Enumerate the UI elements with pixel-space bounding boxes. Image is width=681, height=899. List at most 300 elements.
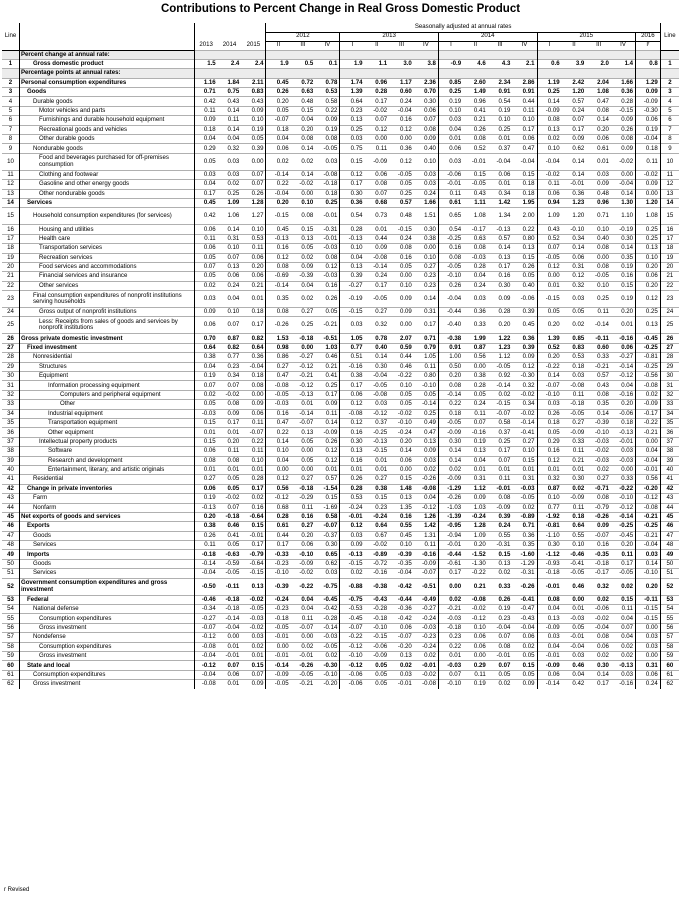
value-cell: -0.61	[438, 559, 463, 568]
row-label: Other services	[19, 281, 194, 290]
line-number: 4	[2, 97, 19, 106]
value-cell: -0.46	[562, 550, 587, 559]
value-cell: 0.05	[194, 400, 218, 409]
value-cell: 0.49	[414, 419, 439, 428]
value-cell: -0.02	[586, 614, 611, 623]
value-cell: 0.36	[512, 334, 537, 343]
value-cell: 0.26	[315, 437, 340, 446]
value-cell: 0.22	[266, 428, 291, 437]
value-cell: -0.02	[218, 390, 242, 399]
value-cell: 0.23	[488, 614, 513, 623]
value-cell: -0.10	[414, 381, 439, 390]
value-cell: 0.16	[291, 512, 316, 521]
line-number-right: 40	[660, 465, 679, 474]
row-label: State and local	[19, 661, 194, 670]
value-cell: 0.18	[266, 125, 291, 134]
value-cell: -0.26	[414, 475, 439, 484]
value-cell: 1.09	[218, 198, 242, 207]
value-cell: 1.42	[488, 198, 513, 207]
table-row	[2, 400, 679, 409]
value-cell: -0.09	[414, 559, 439, 568]
value-cell: 1.08	[463, 208, 488, 225]
value-cell: 1.08	[636, 208, 661, 225]
value-cell: -0.24	[389, 428, 414, 437]
value-cell: 0.22	[241, 437, 266, 446]
value-cell: 0.15	[291, 225, 316, 234]
value-cell: 0.27	[512, 437, 537, 446]
value-cell: 0.42	[194, 97, 218, 106]
value-cell: 0.16	[315, 281, 340, 290]
value-cell: -0.31	[488, 541, 513, 550]
table-row	[2, 135, 679, 144]
value-cell: 0.25	[488, 437, 513, 446]
value-cell: -0.08	[340, 409, 365, 418]
value-cell: 0.15	[194, 437, 218, 446]
value-cell: 0.14	[438, 447, 463, 456]
value-cell: 0.01	[463, 465, 488, 474]
value-cell: -0.15	[611, 106, 636, 115]
value-cell: 0.19	[438, 97, 463, 106]
value-cell: -0.10	[389, 419, 414, 428]
year-header-2013	[194, 23, 218, 41]
value-cell: 0.71	[586, 208, 611, 225]
quarter-header: I	[537, 41, 562, 50]
value-cell: 0.02	[586, 651, 611, 660]
quarter-header: II	[266, 41, 291, 50]
value-cell: 0.10	[218, 244, 242, 253]
value-cell: 0.47	[586, 97, 611, 106]
value-cell: 2.1	[512, 59, 537, 68]
value-cell: 0.20	[611, 400, 636, 409]
line-number-right: 58	[660, 642, 679, 651]
value-cell: 1.29	[636, 78, 661, 87]
value-cell: -0.11	[218, 578, 242, 595]
value-cell: -0.39	[266, 578, 291, 595]
row-label: Residential	[19, 475, 194, 484]
value-cell: 0.00	[389, 465, 414, 474]
value-cell: -0.03	[266, 400, 291, 409]
line-number: 32	[2, 390, 19, 399]
value-cell: 0.09	[291, 262, 316, 271]
value-cell: 0.04	[463, 456, 488, 465]
value-cell: 0.05	[365, 661, 390, 670]
value-cell: -0.04	[636, 456, 661, 465]
value-cell: 0.25	[537, 88, 562, 97]
value-cell: 0.03	[389, 670, 414, 679]
value-cell: 0.07	[537, 244, 562, 253]
value-cell: 0.08	[463, 244, 488, 253]
value-cell: -0.25	[365, 428, 390, 437]
value-cell: 0.30	[414, 97, 439, 106]
value-cell: -0.79	[241, 550, 266, 559]
value-cell: 0.36	[611, 88, 636, 97]
line-number: 53	[2, 595, 19, 604]
line-number-right: 61	[660, 670, 679, 679]
value-cell: 0.64	[241, 343, 266, 352]
value-cell: 0.14	[438, 456, 463, 465]
value-cell: 0.11	[291, 614, 316, 623]
row-label: Other equipment	[19, 428, 194, 437]
value-cell: 0.07	[241, 180, 266, 189]
value-cell: 0.20	[194, 512, 218, 521]
value-cell: -0.04	[266, 189, 291, 198]
value-cell: 0.01	[218, 428, 242, 437]
value-cell: 0.21	[463, 116, 488, 125]
value-cell: -0.01	[438, 180, 463, 189]
line-number: 12	[2, 180, 19, 189]
line-number-right: 19	[660, 253, 679, 262]
value-cell: 1.06	[218, 208, 242, 225]
value-cell: 0.01	[218, 642, 242, 651]
value-cell: 0.03	[537, 633, 562, 642]
value-cell: -0.10	[315, 670, 340, 679]
value-cell: 0.02	[241, 494, 266, 503]
value-cell: 0.32	[537, 475, 562, 484]
value-cell	[562, 69, 587, 78]
row-label: Industrial equipment	[19, 409, 194, 418]
value-cell: -0.13	[340, 234, 365, 243]
value-cell: -0.14	[512, 419, 537, 428]
value-cell: 0.28	[241, 475, 266, 484]
value-cell: -0.44	[438, 308, 463, 317]
annual-year-header: 2015	[246, 41, 261, 49]
value-cell: 0.03	[586, 170, 611, 179]
value-cell: 0.17	[562, 125, 587, 134]
table-row	[2, 334, 679, 343]
line-number: 13	[2, 189, 19, 198]
value-cell: -0.07	[291, 623, 316, 632]
table-row	[2, 623, 679, 632]
row-label: Household consumption expenditures (for services)	[19, 208, 194, 225]
value-cell: 0.34	[218, 372, 242, 381]
row-label: Software	[19, 447, 194, 456]
value-cell: 0.13	[636, 317, 661, 334]
value-cell: 0.52	[537, 343, 562, 352]
value-cell: 0.08	[586, 244, 611, 253]
value-cell: 0.01	[537, 281, 562, 290]
value-cell	[340, 50, 365, 59]
value-cell: 0.54	[340, 208, 365, 225]
value-cell: -0.01	[562, 633, 587, 642]
value-cell: 0.05	[365, 680, 390, 689]
value-cell: 0.05	[389, 400, 414, 409]
value-cell: 0.20	[586, 125, 611, 134]
value-cell: -0.08	[636, 503, 661, 512]
value-cell: 0.17	[194, 189, 218, 198]
value-cell: 0.30	[586, 661, 611, 670]
value-cell: -0.21	[291, 680, 316, 689]
value-cell: 0.06	[218, 670, 242, 679]
value-cell: 0.06	[636, 116, 661, 125]
value-cell: 0.07	[218, 661, 242, 670]
value-cell: 0.27	[414, 262, 439, 271]
value-cell: -0.29	[291, 494, 316, 503]
value-cell: 0.04	[194, 180, 218, 189]
value-cell: 0.01	[365, 456, 390, 465]
line-number: 15	[2, 208, 19, 225]
value-cell: 0.56	[266, 484, 291, 493]
table-row	[2, 503, 679, 512]
value-cell: 0.06	[389, 456, 414, 465]
row-label: Nondurable goods	[19, 144, 194, 153]
value-cell: -0.01	[488, 484, 513, 493]
value-cell: 0.32	[562, 281, 587, 290]
value-cell: 0.05	[463, 390, 488, 399]
value-cell: 0.05	[365, 670, 390, 679]
value-cell: 2.00	[512, 208, 537, 225]
value-cell: -0.23	[266, 605, 291, 614]
value-cell: 0.02	[586, 465, 611, 474]
value-cell: -0.04	[241, 362, 266, 371]
value-cell: 0.03	[611, 447, 636, 456]
value-cell: 0.00	[463, 651, 488, 660]
value-cell: 0.12	[315, 262, 340, 271]
quarter-header: IV	[521, 41, 528, 49]
value-cell: -0.01	[266, 651, 291, 660]
value-cell: -0.34	[194, 605, 218, 614]
value-cell: 2.34	[488, 78, 513, 87]
value-cell: 0.39	[488, 512, 513, 521]
value-cell: 0.65	[315, 550, 340, 559]
line-number: 21	[2, 272, 19, 281]
value-cell: -0.07	[291, 419, 316, 428]
value-cell: 0.14	[365, 353, 390, 362]
value-cell: -0.09	[438, 475, 463, 484]
value-cell: 0.56	[463, 353, 488, 362]
value-cell: 0.28	[266, 512, 291, 521]
value-cell: 0.13	[218, 262, 242, 271]
quarter-header: IV	[324, 41, 331, 49]
line-number: 59	[2, 651, 19, 660]
value-cell	[218, 69, 242, 78]
value-cell: -0.01	[414, 661, 439, 670]
line-number: 6	[2, 116, 19, 125]
value-cell: 0.13	[488, 253, 513, 262]
line-number: 49	[2, 550, 19, 559]
value-cell: 0.31	[562, 262, 587, 271]
line-number-right: 26	[660, 334, 679, 343]
value-cell: 0.08	[365, 180, 390, 189]
value-cell: 0.06	[586, 135, 611, 144]
value-cell: 0.24	[636, 680, 661, 689]
value-cell: 1.10	[611, 208, 636, 225]
value-cell: 0.04	[291, 116, 316, 125]
quarter-header: II	[473, 41, 478, 49]
value-cell: 0.68	[266, 503, 291, 512]
line-number: 61	[2, 670, 19, 679]
value-cell: -0.15	[241, 569, 266, 578]
value-cell: 0.16	[389, 253, 414, 262]
value-cell: 0.03	[438, 153, 463, 170]
value-cell: 0.18	[512, 180, 537, 189]
value-cell: 0.11	[194, 234, 218, 243]
value-cell: 0.83	[241, 88, 266, 97]
value-cell: 0.04	[266, 135, 291, 144]
value-cell	[365, 69, 390, 78]
table-row	[2, 670, 679, 679]
value-cell: 1.30	[611, 198, 636, 207]
value-cell: 0.03	[562, 651, 587, 660]
value-cell: -0.51	[315, 334, 340, 343]
value-cell: 0.43	[463, 189, 488, 198]
table-row	[2, 447, 679, 456]
row-label: Food services and accommodations	[19, 262, 194, 271]
value-cell: 0.04	[611, 381, 636, 390]
value-cell: 0.08	[438, 253, 463, 262]
value-cell: 0.02	[194, 281, 218, 290]
value-cell: 0.11	[241, 447, 266, 456]
value-cell: 0.00	[365, 135, 390, 144]
value-cell: 0.08	[537, 116, 562, 125]
value-cell: 0.17	[414, 317, 439, 334]
value-cell: -0.17	[463, 225, 488, 234]
value-cell: 3.0	[389, 59, 414, 68]
value-cell: -0.02	[463, 605, 488, 614]
line-number-right: 51	[660, 569, 679, 578]
value-cell: 0.27	[291, 308, 316, 317]
value-cell: -0.22	[463, 569, 488, 578]
value-cell: 0.46	[315, 353, 340, 362]
value-cell: -0.20	[636, 484, 661, 493]
quarter-year-header: 2014	[438, 32, 537, 41]
value-cell: 0.13	[340, 116, 365, 125]
value-cell: -0.18	[586, 559, 611, 568]
value-cell: -0.02	[218, 494, 242, 503]
value-cell	[611, 50, 636, 59]
line-number: 8	[2, 135, 19, 144]
seasonally-adjusted-header: Seasonally adjusted at annual rates	[266, 23, 660, 32]
value-cell: 0.36	[463, 308, 488, 317]
quarter-header: III	[398, 41, 405, 49]
value-cell: -0.01	[488, 651, 513, 660]
table-row	[2, 106, 679, 115]
value-cell: 0.04	[414, 494, 439, 503]
value-cell: 0.71	[194, 88, 218, 97]
value-cell	[537, 69, 562, 78]
value-cell: 0.59	[389, 343, 414, 352]
value-cell: 0.02	[586, 595, 611, 604]
value-cell: 0.09	[218, 409, 242, 418]
value-cell: -0.64	[241, 512, 266, 521]
value-cell: 0.05	[291, 244, 316, 253]
value-cell: 0.80	[512, 234, 537, 243]
value-cell: 0.91	[438, 343, 463, 352]
value-cell: -0.25	[636, 362, 661, 371]
value-cell: 0.13	[636, 244, 661, 253]
value-cell: 0.20	[266, 97, 291, 106]
table-row	[2, 272, 679, 281]
value-cell: 1.49	[463, 88, 488, 97]
value-cell	[365, 50, 390, 59]
value-cell: 0.01	[291, 400, 316, 409]
value-cell: 0.31	[218, 234, 242, 243]
value-cell: -0.04	[365, 372, 390, 381]
value-cell: 1.16	[194, 78, 218, 87]
value-cell: 0.44	[266, 531, 291, 540]
value-cell: 0.00	[636, 623, 661, 632]
value-cell: -0.10	[291, 550, 316, 559]
value-cell: 0.34	[488, 189, 513, 198]
value-cell: 1.17	[389, 78, 414, 87]
value-cell	[218, 50, 242, 59]
row-label: Federal	[19, 595, 194, 604]
value-cell: 0.10	[241, 225, 266, 234]
value-cell: 0.65	[438, 208, 463, 225]
value-cell: 0.03	[340, 531, 365, 540]
row-label: Gasoline and other energy goods	[19, 180, 194, 189]
value-cell: 0.45	[194, 198, 218, 207]
value-cell: -0.09	[562, 494, 587, 503]
table-row	[2, 208, 679, 225]
value-cell: 0.14	[315, 419, 340, 428]
value-cell: 4.6	[463, 59, 488, 68]
value-cell: 0.02	[512, 503, 537, 512]
value-cell: -0.25	[438, 234, 463, 243]
value-cell: -0.05	[241, 605, 266, 614]
value-cell: 0.87	[218, 334, 242, 343]
row-label: Motor vehicles and parts	[19, 106, 194, 115]
value-cell: 0.06	[218, 272, 242, 281]
value-cell: -0.12	[194, 661, 218, 670]
value-cell	[266, 69, 291, 78]
line-number-right: 10	[660, 153, 679, 170]
value-cell: -0.01	[636, 465, 661, 474]
value-cell: 0.03	[218, 153, 242, 170]
value-cell: -0.08	[636, 381, 661, 390]
value-cell: 0.39	[512, 343, 537, 352]
value-cell: -0.39	[586, 419, 611, 428]
row-label: Personal consumption expenditures	[19, 78, 194, 87]
value-cell: 0.02	[241, 642, 266, 651]
table-row	[2, 153, 679, 170]
value-cell: 0.51	[340, 353, 365, 362]
value-cell: 0.10	[414, 153, 439, 170]
value-cell: 0.11	[414, 541, 439, 550]
line-number: 60	[2, 661, 19, 670]
value-cell: 0.07	[488, 633, 513, 642]
value-cell: 0.06	[586, 642, 611, 651]
value-cell: 0.35	[266, 291, 291, 308]
value-cell: 0.02	[389, 661, 414, 670]
value-cell: 0.30	[365, 362, 390, 371]
value-cell: 0.05	[194, 253, 218, 262]
value-cell: -0.07	[194, 623, 218, 632]
line-number: 26	[2, 334, 19, 343]
value-cell: -0.21	[291, 372, 316, 381]
value-cell: 0.20	[636, 262, 661, 271]
value-cell: 0.02	[291, 291, 316, 308]
value-cell: 0.07	[414, 116, 439, 125]
value-cell: -0.49	[414, 595, 439, 604]
value-cell: 0.13	[389, 494, 414, 503]
value-cell: 0.03	[611, 670, 636, 679]
value-cell: -0.26	[438, 494, 463, 503]
table-row	[2, 437, 679, 446]
value-cell: 0.07	[365, 189, 390, 198]
value-cell: 0.00	[586, 253, 611, 262]
line-number: 50	[2, 559, 19, 568]
value-cell: -0.14	[266, 170, 291, 179]
value-cell: 1.42	[414, 522, 439, 531]
quarter-year-header: 2012	[266, 32, 340, 41]
value-cell: 0.62	[562, 144, 587, 153]
value-cell: -0.04	[611, 180, 636, 189]
quarter-header: II	[375, 41, 379, 49]
value-cell: 1.28	[241, 198, 266, 207]
value-cell: -0.93	[537, 559, 562, 568]
value-cell: 0.12	[315, 456, 340, 465]
table-row	[2, 343, 679, 352]
